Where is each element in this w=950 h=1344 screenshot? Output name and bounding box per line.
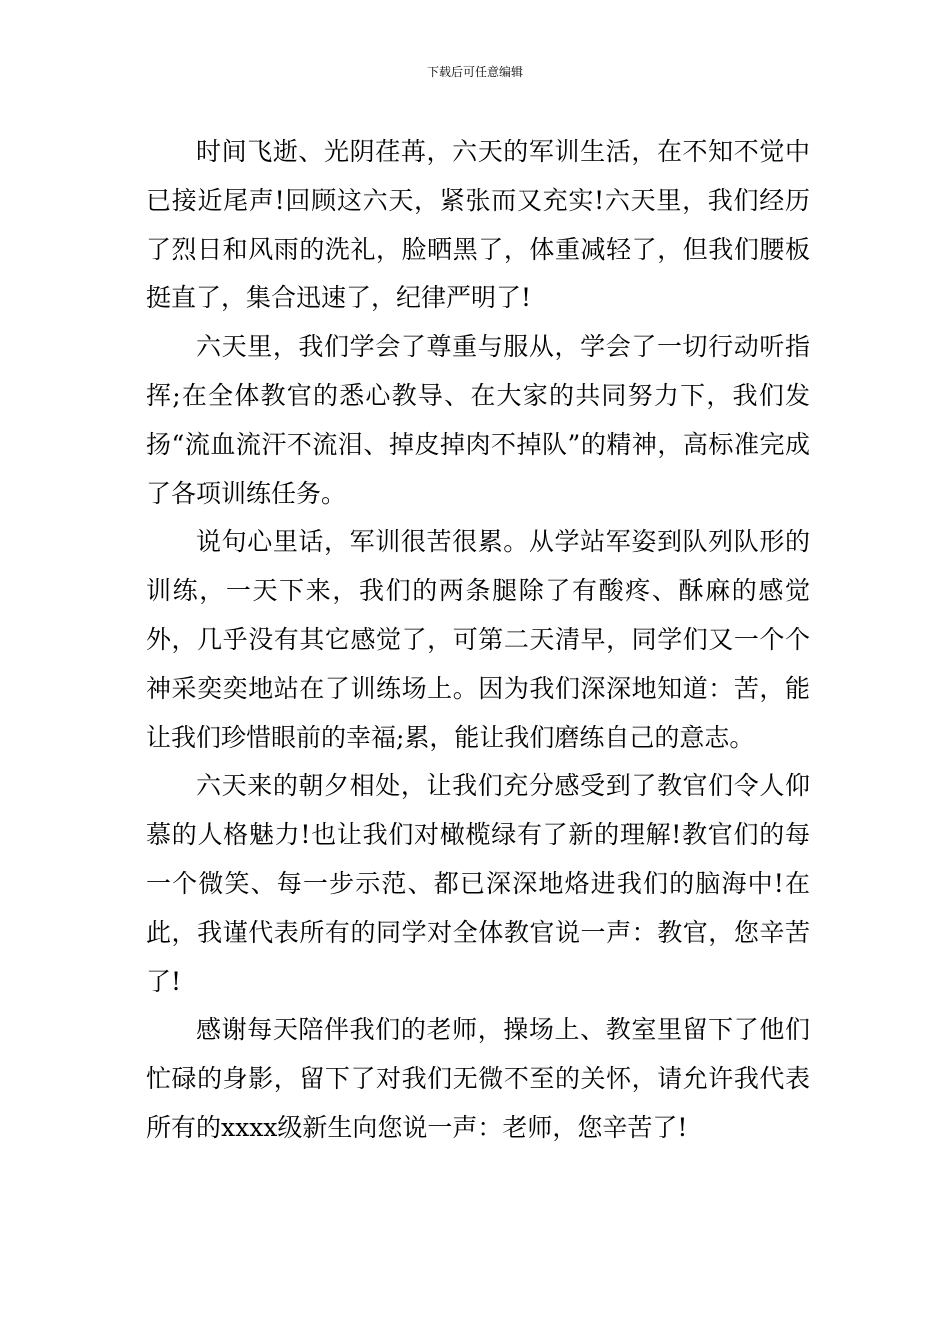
paragraph: 感谢每天陪伴我们的老师，操场上、教室里留下了他们忙碌的身影，留下了对我们无微不至的关怀，请允许我代表所有的xxxx级新生向您说一声：老师，您辛苦了! <box>146 1015 810 1142</box>
paragraph: 六天里，我们学会了尊重与服从，学会了一切行动听指挥;在全体教官的悉心教导、在大家的共同努力下，我们发扬“流血流汗不流泪、掉皮掉肉不掉队”的精神，高标准完成了各项训练任务。 <box>146 332 810 508</box>
document-body <box>146 128 810 1153</box>
paragraph: 六天来的朝夕相处，让我们充分感受到了教官们令人仰慕的人格魅力!也让我们对橄榄绿有了新的理解!教官们的每一个微笑、每一步示范、都已深深地烙进我们的脑海中!在此，我谨代表所有的同学对全体教官说一声：教官，您辛苦了! <box>146 771 810 996</box>
paragraph: 说句心里话，军训很苦很累。从学站军姿到队列队形的训练，一天下来，我们的两条腿除了有酸疼、酥麻的感觉外，几乎没有其它感觉了，可第二天清早，同学们又一个个神采奕奕地站在了训练场上。因为我们深深地知道：苦，能让我们珍惜眼前的幸福;累，能让我们磨练自己的意志。 <box>146 527 810 752</box>
paragraph: 时间飞逝、光阴荏苒，六天的军训生活，在不知不觉中已接近尾声!回顾这六天，紧张而又充实!六天里，我们经历了烈日和风雨的洗礼，脸晒黑了，体重减轻了，但我们腰板挺直了，集合迅速了，纪律严明了! <box>146 137 810 313</box>
header-note: 下载后可任意编辑 <box>426 65 523 79</box>
